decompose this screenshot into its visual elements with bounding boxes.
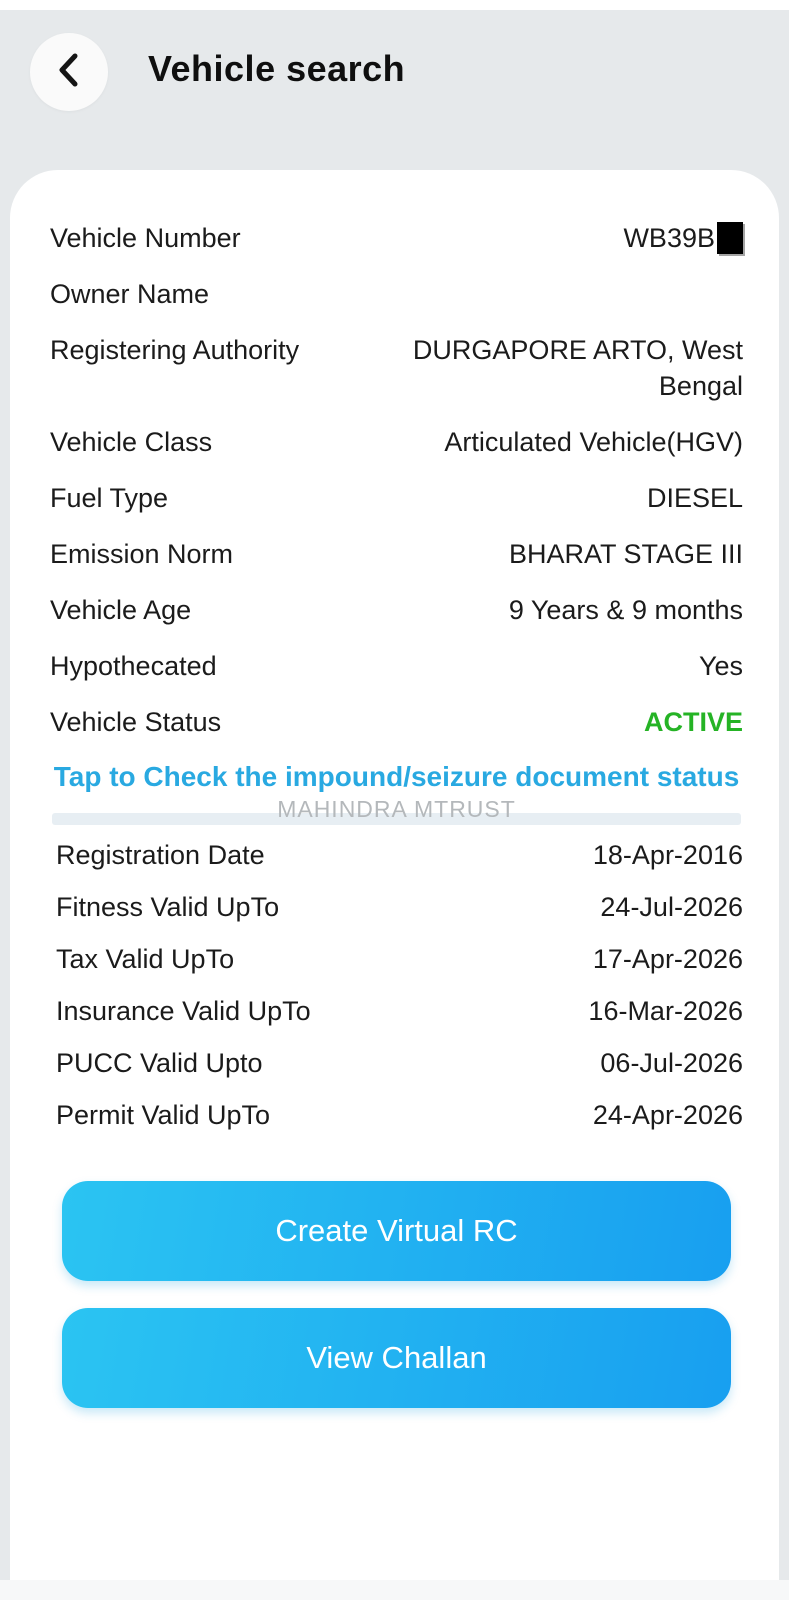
registration-date-value: 18-Apr-2016 [592,840,743,870]
fitness-valid-label: Fitness Valid UpTo [56,892,280,922]
header [0,0,789,170]
back-button[interactable] [30,33,108,111]
vehicle-class-value: Articulated Vehicle(HGV) [444,427,743,457]
table-row-vehicle-status [50,704,743,740]
table-row-vehicle-number [50,220,743,256]
permit-valid-value: 24-Apr-2026 [592,1100,743,1130]
page-title: Vehicle search [148,48,406,89]
table-row-insurance-valid [56,995,743,1027]
pucc-valid-label: PUCC Valid Upto [56,1048,263,1078]
fuel-type-value: DIESEL [646,483,743,513]
table-row-fuel-type [50,480,743,516]
emission-norm-value: BHARAT STAGE III [508,539,743,569]
permit-valid-label: Permit Valid UpTo [56,1100,271,1130]
impound-seizure-link[interactable]: Tap to Check the impound/seizure document status [53,761,740,792]
bottom-strip [0,1580,789,1600]
vehicle-age-value: 9 Years & 9 months [508,595,743,625]
tax-valid-value: 17-Apr-2026 [592,944,743,974]
table-row-registration-date [56,839,743,871]
pucc-valid-value: 06-Jul-2026 [600,1048,743,1078]
vehicle-class-label: Vehicle Class [50,427,213,457]
table-row-emission-norm [50,536,743,572]
hypothecated-label: Hypothecated [50,651,217,681]
status-badge: ACTIVE [643,707,743,737]
watermark-text: MAHINDRA MTRUST [277,796,516,822]
vehicle-number-label: Vehicle Number [50,223,241,253]
vehicle-details-card [10,170,779,1600]
table-row-hypothecated [50,648,743,684]
table-row-fitness-valid [56,891,743,923]
table-row-vehicle-age [50,592,743,628]
insurance-valid-value: 16-Mar-2026 [588,996,743,1026]
top-strip [0,0,789,10]
redaction-box [717,222,743,254]
table-row-vehicle-class [50,424,743,460]
watermark-section [50,796,743,825]
create-virtual-rc-button[interactable]: Create Virtual RC [62,1181,731,1281]
emission-norm-label: Emission Norm [50,539,234,569]
table-row-owner-name [50,276,743,312]
fitness-valid-value: 24-Jul-2026 [600,892,743,922]
chevron-left-icon [55,49,83,96]
vehicle-age-label: Vehicle Age [50,595,192,625]
fuel-type-label: Fuel Type [50,483,169,513]
action-buttons [50,1181,743,1408]
registering-authority-value: DURGAPORE ARTO, West Bengal [412,335,743,401]
table-row-pucc-valid [56,1047,743,1079]
view-challan-button[interactable]: View Challan [62,1308,731,1408]
tax-valid-label: Tax Valid UpTo [56,944,235,974]
hypothecated-value: Yes [698,651,743,681]
insurance-valid-label: Insurance Valid UpTo [56,996,311,1026]
registration-date-label: Registration Date [56,840,265,870]
validity-section [50,839,743,1131]
table-row-registering-authority [50,332,743,404]
registering-authority-label: Registering Authority [50,335,300,365]
owner-name-label: Owner Name [50,279,210,309]
table-row-tax-valid [56,943,743,975]
vehicle-number-value: WB39B [623,220,743,256]
vehicle-status-label: Vehicle Status [50,707,222,737]
table-row-permit-valid [56,1099,743,1131]
